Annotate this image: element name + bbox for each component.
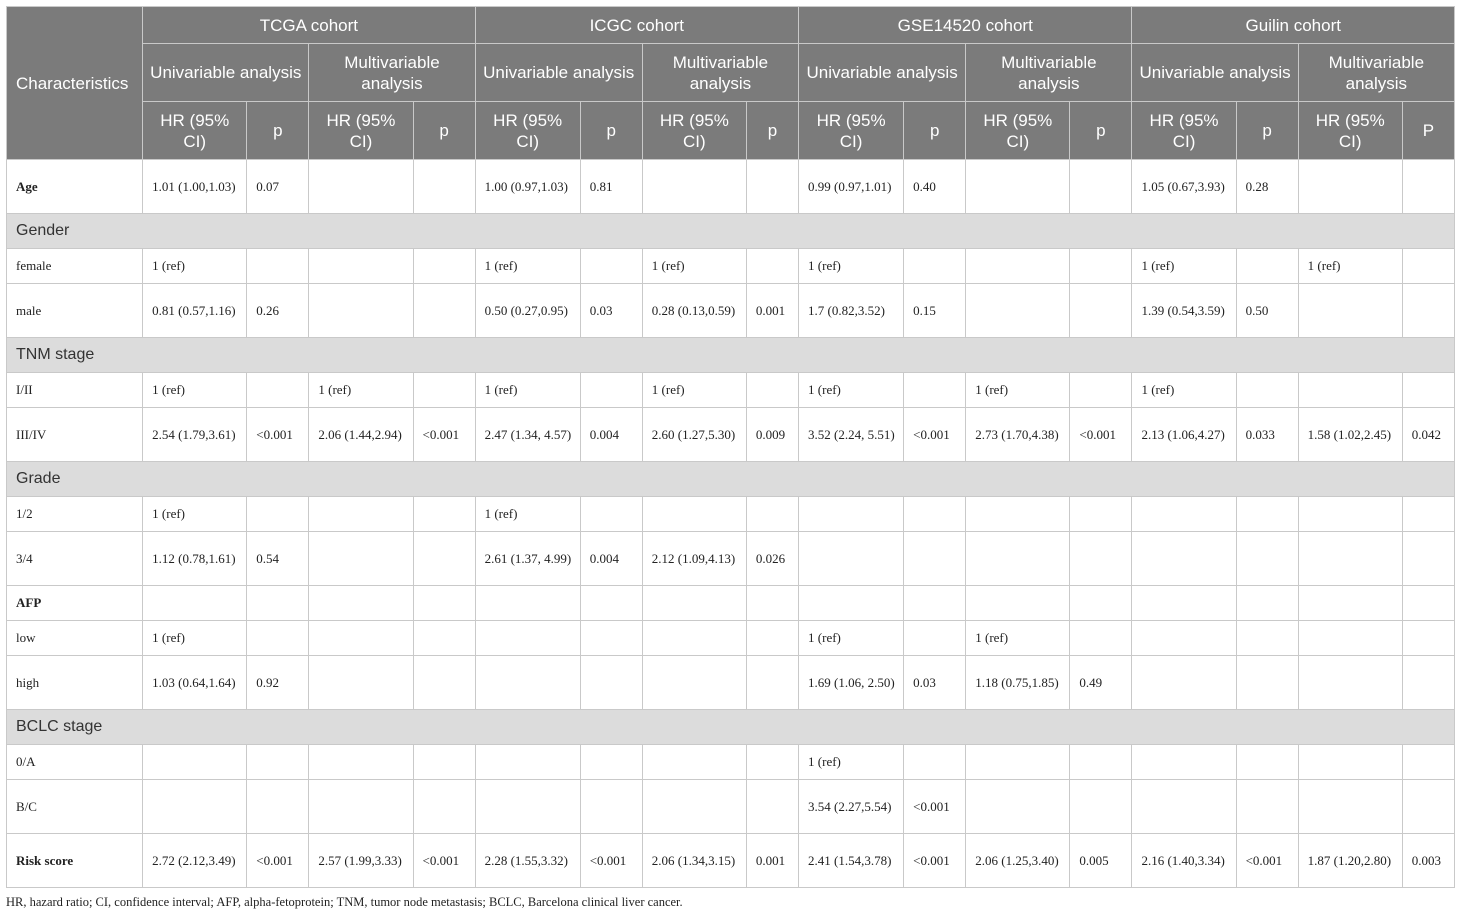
p-value-cell: 0.49	[1070, 656, 1132, 710]
table-row	[7, 745, 1455, 780]
table-row	[7, 249, 1455, 284]
header-p: p	[413, 102, 475, 160]
hr-cell: 2.54 (1.79,3.61)	[143, 408, 247, 462]
p-value-cell: 0.28	[1236, 160, 1298, 214]
hr-cell	[1298, 745, 1402, 780]
p-value-cell: 0.004	[580, 532, 642, 586]
p-value-cell: 0.92	[247, 656, 309, 710]
header-p: P	[1402, 102, 1454, 160]
hr-cell: 2.06 (1.34,3.15)	[642, 834, 746, 888]
p-value-cell	[904, 621, 966, 656]
p-value-cell	[1402, 586, 1454, 621]
hr-cell: 1.69 (1.06, 2.50)	[799, 656, 904, 710]
p-value-cell	[746, 656, 798, 710]
p-value-cell	[247, 373, 309, 408]
header-multivariable: Multivariable analysis	[309, 44, 475, 102]
header-hr: HR (95% CI)	[143, 102, 247, 160]
p-value-cell: <0.001	[1236, 834, 1298, 888]
hr-cell	[309, 249, 413, 284]
hr-cell: 2.72 (2.12,3.49)	[143, 834, 247, 888]
hr-cell: 1 (ref)	[1298, 249, 1402, 284]
header-hr: HR (95% CI)	[966, 102, 1070, 160]
row-label: AFP	[7, 586, 143, 621]
hr-cell	[1298, 497, 1402, 532]
hr-cell: 1 (ref)	[143, 497, 247, 532]
header-hr: HR (95% CI)	[309, 102, 413, 160]
header-p: p	[904, 102, 966, 160]
p-value-cell	[1236, 586, 1298, 621]
hr-cell: 1.58 (1.02,2.45)	[1298, 408, 1402, 462]
hr-cell	[1132, 621, 1236, 656]
hr-cell: 2.57 (1.99,3.33)	[309, 834, 413, 888]
hr-cell: 1.01 (1.00,1.03)	[143, 160, 247, 214]
p-value-cell: 0.042	[1402, 408, 1454, 462]
hr-cell: 1 (ref)	[799, 249, 904, 284]
hr-cell: 0.81 (0.57,1.16)	[143, 284, 247, 338]
section-row	[7, 214, 1455, 249]
row-label: high	[7, 656, 143, 710]
table-row	[7, 160, 1455, 214]
header-cohort-icgc: ICGC cohort	[475, 7, 798, 44]
hr-cell: 1 (ref)	[1132, 249, 1236, 284]
hr-cell: 1.18 (0.75,1.85)	[966, 656, 1070, 710]
header-univariable: Univariable analysis	[799, 44, 966, 102]
p-value-cell	[746, 621, 798, 656]
p-value-cell: 0.004	[580, 408, 642, 462]
hr-cell	[309, 621, 413, 656]
hr-cell	[1298, 160, 1402, 214]
hr-cell: 1.03 (0.64,1.64)	[143, 656, 247, 710]
header-multivariable: Multivariable analysis	[1298, 44, 1454, 102]
hr-cell: 2.60 (1.27,5.30)	[642, 408, 746, 462]
header-hr: HR (95% CI)	[799, 102, 904, 160]
header-p: p	[1070, 102, 1132, 160]
hr-cell: 2.28 (1.55,3.32)	[475, 834, 580, 888]
p-value-cell	[413, 656, 475, 710]
row-label: 3/4	[7, 532, 143, 586]
hr-cell	[143, 780, 247, 834]
header-p: p	[746, 102, 798, 160]
p-value-cell	[1402, 621, 1454, 656]
hr-cell	[475, 745, 580, 780]
hr-cell	[309, 497, 413, 532]
p-value-cell	[247, 745, 309, 780]
header-p: p	[247, 102, 309, 160]
hr-cell	[1298, 656, 1402, 710]
hr-cell: 1.05 (0.67,3.93)	[1132, 160, 1236, 214]
hr-cell: 1 (ref)	[143, 373, 247, 408]
p-value-cell	[1236, 249, 1298, 284]
hr-cell	[143, 586, 247, 621]
hr-cell	[966, 532, 1070, 586]
p-value-cell	[247, 249, 309, 284]
table-body	[7, 160, 1455, 888]
hr-cell	[966, 586, 1070, 621]
p-value-cell: 0.026	[746, 532, 798, 586]
table-row	[7, 656, 1455, 710]
header-characteristics: Characteristics	[7, 7, 143, 160]
p-value-cell	[1070, 780, 1132, 834]
p-value-cell	[1070, 497, 1132, 532]
header-cohort-tcga: TCGA cohort	[143, 7, 475, 44]
p-value-cell	[1236, 745, 1298, 780]
hr-cell: 1 (ref)	[642, 373, 746, 408]
header-cohort-gse14520: GSE14520 cohort	[799, 7, 1132, 44]
hr-cell	[642, 745, 746, 780]
p-value-cell: <0.001	[904, 834, 966, 888]
hr-cell: 3.52 (2.24, 5.51)	[799, 408, 904, 462]
table-footnote: HR, hazard ratio; CI, confidence interval; AFP, alpha-fetoprotein; TNM, tumor node metastasis; BCLC, Barcelona clinical liver cancer.	[6, 895, 683, 909]
table-row	[7, 621, 1455, 656]
p-value-cell	[1236, 621, 1298, 656]
p-value-cell: 0.033	[1236, 408, 1298, 462]
hr-cell	[309, 780, 413, 834]
header-hr: HR (95% CI)	[475, 102, 580, 160]
p-value-cell: 0.26	[247, 284, 309, 338]
hr-cell	[1298, 780, 1402, 834]
hr-cell	[1298, 284, 1402, 338]
p-value-cell	[1070, 284, 1132, 338]
hr-cell	[966, 497, 1070, 532]
hr-cell	[475, 780, 580, 834]
hr-cell: 0.99 (0.97,1.01)	[799, 160, 904, 214]
p-value-cell	[580, 745, 642, 780]
p-value-cell	[247, 586, 309, 621]
hr-cell	[966, 780, 1070, 834]
p-value-cell	[413, 249, 475, 284]
hr-cell	[1132, 656, 1236, 710]
hr-cell	[642, 586, 746, 621]
p-value-cell	[1236, 656, 1298, 710]
p-value-cell	[1070, 745, 1132, 780]
p-value-cell: 0.003	[1402, 834, 1454, 888]
p-value-cell	[746, 160, 798, 214]
hr-cell	[309, 586, 413, 621]
hr-cell: 1 (ref)	[642, 249, 746, 284]
p-value-cell: <0.001	[413, 834, 475, 888]
p-value-cell: 0.03	[904, 656, 966, 710]
p-value-cell	[1402, 745, 1454, 780]
section-row	[7, 338, 1455, 373]
p-value-cell	[904, 373, 966, 408]
p-value-cell	[746, 745, 798, 780]
p-value-cell: 0.005	[1070, 834, 1132, 888]
p-value-cell	[1402, 249, 1454, 284]
p-value-cell: <0.001	[904, 408, 966, 462]
p-value-cell: 0.54	[247, 532, 309, 586]
header-univariable: Univariable analysis	[475, 44, 642, 102]
p-value-cell: 0.07	[247, 160, 309, 214]
hr-cell	[1298, 586, 1402, 621]
p-value-cell	[413, 284, 475, 338]
hr-cell	[1132, 532, 1236, 586]
p-value-cell	[1070, 160, 1132, 214]
p-value-cell	[580, 249, 642, 284]
hr-cell: 1 (ref)	[143, 249, 247, 284]
p-value-cell: 0.50	[1236, 284, 1298, 338]
section-row	[7, 462, 1455, 497]
p-value-cell: <0.001	[247, 834, 309, 888]
p-value-cell	[580, 373, 642, 408]
p-value-cell	[1402, 373, 1454, 408]
row-label: female	[7, 249, 143, 284]
hr-cell	[309, 745, 413, 780]
p-value-cell	[1070, 586, 1132, 621]
p-value-cell	[1402, 497, 1454, 532]
hr-cell	[1132, 745, 1236, 780]
hr-cell: 2.41 (1.54,3.78)	[799, 834, 904, 888]
row-label: Age	[7, 160, 143, 214]
row-label: 1/2	[7, 497, 143, 532]
hr-cell	[966, 249, 1070, 284]
p-value-cell	[746, 586, 798, 621]
p-value-cell	[413, 532, 475, 586]
section-row	[7, 710, 1455, 745]
p-value-cell	[580, 497, 642, 532]
hr-cell: 2.47 (1.34, 4.57)	[475, 408, 580, 462]
hr-cell	[1132, 497, 1236, 532]
p-value-cell	[580, 656, 642, 710]
p-value-cell	[413, 586, 475, 621]
hr-cell: 1.7 (0.82,3.52)	[799, 284, 904, 338]
p-value-cell	[580, 621, 642, 656]
hr-cell: 1.39 (0.54,3.59)	[1132, 284, 1236, 338]
table-row	[7, 586, 1455, 621]
p-value-cell	[1236, 373, 1298, 408]
row-label: low	[7, 621, 143, 656]
p-value-cell: 0.001	[746, 834, 798, 888]
p-value-cell	[1402, 284, 1454, 338]
header-hr: HR (95% CI)	[642, 102, 746, 160]
header-hr: HR (95% CI)	[1132, 102, 1236, 160]
p-value-cell	[904, 532, 966, 586]
p-value-cell	[1402, 780, 1454, 834]
hr-cell	[966, 284, 1070, 338]
table-row	[7, 780, 1455, 834]
hr-cell	[642, 160, 746, 214]
p-value-cell	[1236, 497, 1298, 532]
table-row	[7, 497, 1455, 532]
hr-cell: 1.12 (0.78,1.61)	[143, 532, 247, 586]
hr-cell	[309, 532, 413, 586]
hr-cell	[309, 284, 413, 338]
p-value-cell: <0.001	[904, 780, 966, 834]
hr-cell: 2.16 (1.40,3.34)	[1132, 834, 1236, 888]
row-label: male	[7, 284, 143, 338]
p-value-cell	[746, 497, 798, 532]
p-value-cell: 0.001	[746, 284, 798, 338]
p-value-cell	[1236, 532, 1298, 586]
hr-cell: 2.13 (1.06,4.27)	[1132, 408, 1236, 462]
hr-cell	[475, 656, 580, 710]
hr-cell: 0.28 (0.13,0.59)	[642, 284, 746, 338]
hr-cell	[1298, 621, 1402, 656]
p-value-cell: 0.15	[904, 284, 966, 338]
p-value-cell	[1402, 532, 1454, 586]
row-label: B/C	[7, 780, 143, 834]
hr-cell	[966, 160, 1070, 214]
p-value-cell	[413, 160, 475, 214]
p-value-cell: 0.009	[746, 408, 798, 462]
p-value-cell	[580, 780, 642, 834]
p-value-cell	[247, 621, 309, 656]
p-value-cell	[580, 586, 642, 621]
hr-cell: 1 (ref)	[475, 373, 580, 408]
hr-cell: 1 (ref)	[799, 621, 904, 656]
table-row	[7, 408, 1455, 462]
table-row	[7, 834, 1455, 888]
hr-cell: 2.06 (1.44,2.94)	[309, 408, 413, 462]
hr-cell	[799, 497, 904, 532]
p-value-cell: <0.001	[247, 408, 309, 462]
section-label: Gender	[7, 214, 1455, 249]
hr-cell: 1 (ref)	[309, 373, 413, 408]
p-value-cell	[904, 586, 966, 621]
hr-cell	[1132, 586, 1236, 621]
hr-cell: 1 (ref)	[475, 497, 580, 532]
p-value-cell	[1402, 656, 1454, 710]
hr-cell: 2.06 (1.25,3.40)	[966, 834, 1070, 888]
hr-cell	[642, 497, 746, 532]
p-value-cell	[904, 745, 966, 780]
p-value-cell	[413, 373, 475, 408]
hr-cell: 1 (ref)	[799, 373, 904, 408]
hr-cell	[799, 586, 904, 621]
p-value-cell	[1402, 160, 1454, 214]
hr-cell: 3.54 (2.27,5.54)	[799, 780, 904, 834]
table-row	[7, 373, 1455, 408]
table-row	[7, 532, 1455, 586]
p-value-cell	[247, 497, 309, 532]
header-univariable: Univariable analysis	[1132, 44, 1298, 102]
row-label: 0/A	[7, 745, 143, 780]
hr-cell	[966, 745, 1070, 780]
header-multivariable: Multivariable analysis	[642, 44, 798, 102]
hr-cell: 1 (ref)	[799, 745, 904, 780]
hr-cell: 1 (ref)	[143, 621, 247, 656]
p-value-cell	[904, 497, 966, 532]
hr-cell	[642, 656, 746, 710]
p-value-cell	[1070, 621, 1132, 656]
p-value-cell: <0.001	[1070, 408, 1132, 462]
p-value-cell	[247, 780, 309, 834]
table-row	[7, 284, 1455, 338]
p-value-cell	[746, 780, 798, 834]
header-cohort-guilin: Guilin cohort	[1132, 7, 1455, 44]
row-label: Risk score	[7, 834, 143, 888]
section-label: BCLC stage	[7, 710, 1455, 745]
hr-cell: 2.61 (1.37, 4.99)	[475, 532, 580, 586]
p-value-cell	[1070, 373, 1132, 408]
header-hr: HR (95% CI)	[1298, 102, 1402, 160]
hr-cell: 2.73 (1.70,4.38)	[966, 408, 1070, 462]
p-value-cell: <0.001	[580, 834, 642, 888]
row-label: III/IV	[7, 408, 143, 462]
header-multivariable: Multivariable analysis	[966, 44, 1132, 102]
hr-cell: 1 (ref)	[1132, 373, 1236, 408]
row-label: I/II	[7, 373, 143, 408]
p-value-cell	[746, 373, 798, 408]
hr-cell: 1.00 (0.97,1.03)	[475, 160, 580, 214]
p-value-cell: <0.001	[413, 408, 475, 462]
hr-cell	[309, 656, 413, 710]
hr-cell	[143, 745, 247, 780]
hr-cell	[1298, 373, 1402, 408]
p-value-cell	[413, 621, 475, 656]
hr-cell: 1 (ref)	[966, 621, 1070, 656]
header-univariable: Univariable analysis	[143, 44, 309, 102]
hr-cell: 1 (ref)	[475, 249, 580, 284]
header-p: p	[580, 102, 642, 160]
p-value-cell	[413, 745, 475, 780]
p-value-cell: 0.81	[580, 160, 642, 214]
p-value-cell	[413, 497, 475, 532]
hr-cell	[1298, 532, 1402, 586]
p-value-cell	[1236, 780, 1298, 834]
p-value-cell	[413, 780, 475, 834]
header-p: p	[1236, 102, 1298, 160]
p-value-cell: 0.40	[904, 160, 966, 214]
hr-cell	[642, 621, 746, 656]
hr-cell	[1132, 780, 1236, 834]
hr-cell: 1 (ref)	[966, 373, 1070, 408]
p-value-cell: 0.03	[580, 284, 642, 338]
hr-cell	[475, 586, 580, 621]
p-value-cell	[904, 249, 966, 284]
hr-cell	[475, 621, 580, 656]
section-label: Grade	[7, 462, 1455, 497]
hr-cell: 2.12 (1.09,4.13)	[642, 532, 746, 586]
p-value-cell	[1070, 532, 1132, 586]
hr-cell: 1.87 (1.20,2.80)	[1298, 834, 1402, 888]
p-value-cell	[1070, 249, 1132, 284]
p-value-cell	[746, 249, 798, 284]
section-label: TNM stage	[7, 338, 1455, 373]
hr-cell	[799, 532, 904, 586]
hr-cell: 0.50 (0.27,0.95)	[475, 284, 580, 338]
hr-cell	[309, 160, 413, 214]
hr-cell	[642, 780, 746, 834]
hazard-ratio-table	[6, 6, 1455, 888]
